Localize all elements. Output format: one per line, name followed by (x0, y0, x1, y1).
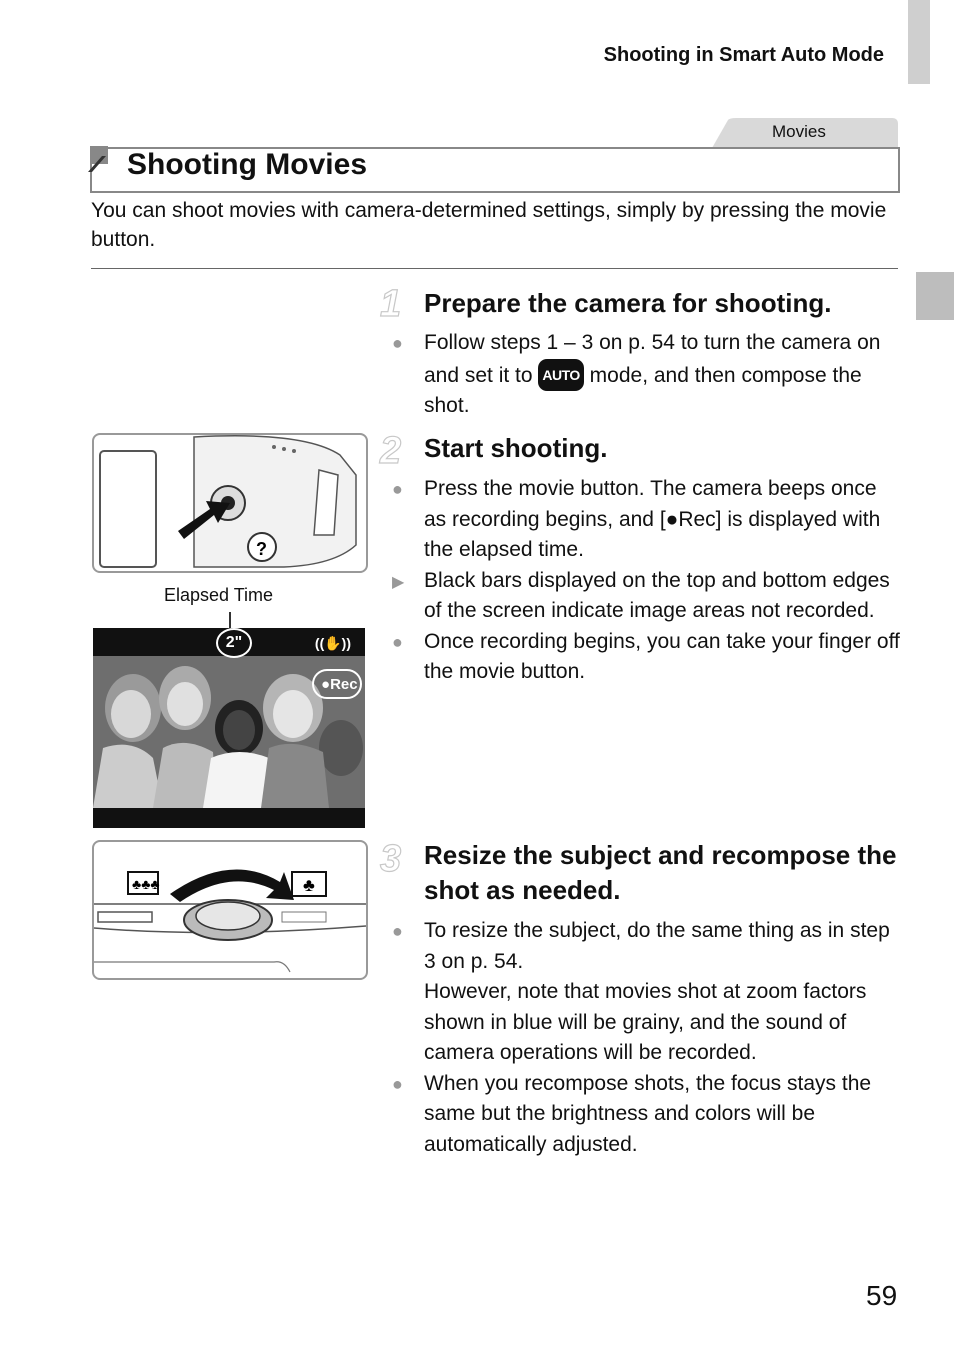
svg-text:?: ? (256, 539, 267, 559)
intro-text: You can shoot movies with camera-determined settings, simply by pressing the movie button. (91, 199, 887, 251)
step-3-bullet-2: ● When you recompose shots, the focus stays the same but the brightness and colors will be automatically adjusted. (392, 1069, 902, 1161)
rec-dot-icon: ● (321, 676, 331, 693)
circle-bullet-icon: ● (392, 921, 403, 941)
step-2-bullet-2: ● Once recording begins, you can take your finger off the movie button. (392, 627, 902, 688)
step-1-heading: Prepare the camera for shooting. (424, 288, 832, 318)
circle-bullet-icon: ● (392, 631, 403, 652)
step-3-bullets (392, 916, 902, 1160)
step-3-bullet-1: ● To resize the subject, do the same thing as in step 3 on p. 54. (392, 916, 902, 977)
screen-photo (93, 628, 365, 828)
running-header: Shooting in Smart Auto Mode (603, 44, 884, 66)
step-2-bullet-1: ● Press the movie button. The camera beeps once as recording begins, and [●Rec] is displayed with the elapsed time. (392, 474, 902, 566)
figure-caption: Elapsed Time (164, 585, 274, 605)
step-number-3: 3 (380, 838, 402, 880)
triangle-result-icon: ▶ (392, 573, 405, 591)
section-tab-label: Movies (772, 122, 826, 141)
zoom-lever-icon (94, 842, 366, 978)
chapter-index-marker (916, 272, 954, 320)
step-3-heading: Resize the subject and recompose the shot as needed. (424, 840, 897, 905)
svg-text:♣: ♣ (303, 875, 315, 895)
circle-bullet-icon: ● (392, 479, 403, 499)
svg-text:♣♣♣: ♣♣♣ (132, 876, 160, 892)
step-number-2: 2 (380, 430, 402, 472)
chapter-tab-marker (908, 0, 930, 84)
svg-text:((✋)): ((✋)) (314, 635, 351, 651)
step-number-1: 1 (380, 283, 402, 325)
step-1-bullet-1: ● Follow steps 1 – 3 on p. 54 to turn the camera on and set it to AUTO mode, and then compose the shot. (392, 328, 902, 422)
divider (91, 268, 898, 269)
camera-back-icon (94, 435, 366, 571)
rec-indicator: ●Rec (321, 676, 358, 693)
circle-bullet-icon: ● (392, 1073, 403, 1094)
step-3-bullet-1-note: However, note that movies shot at zoom factors shown in blue will be grainy, and the sound of camera operations will be recorded. (424, 980, 867, 1064)
camera-movie-button-illustration (92, 433, 368, 573)
recording-screen-illustration (93, 628, 365, 828)
elapsed-time-indicator: 2" (216, 628, 252, 658)
step-2-heading: Start shooting. (424, 433, 608, 463)
step-2-bullets (392, 474, 902, 688)
title-marker-icon (88, 146, 112, 172)
circle-bullet-icon: ● (392, 333, 403, 353)
step-2-result: ▶ Black bars displayed on the top and bottom edges of the screen indicate image areas not recorded. (392, 568, 890, 622)
page-number: 59 (866, 1280, 898, 1311)
auto-mode-icon: AUTO (538, 359, 583, 392)
zoom-lever-illustration (92, 840, 368, 980)
page-title: Shooting Movies (127, 148, 367, 181)
